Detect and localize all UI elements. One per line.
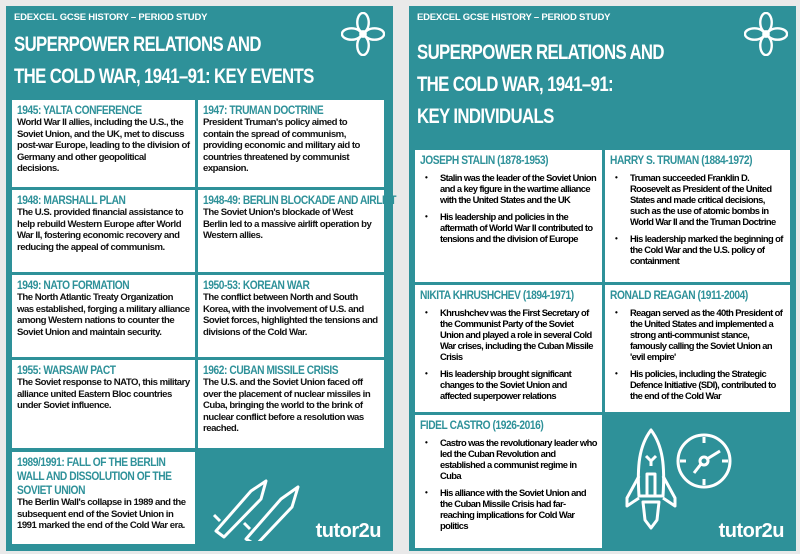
event-card	[198, 190, 397, 272]
event-card	[198, 360, 384, 448]
event-title: 1955: WARSAW PACT	[17, 363, 116, 377]
event-card	[12, 360, 195, 448]
flower-logo-icon	[341, 12, 385, 56]
person-card	[415, 150, 602, 282]
person-card	[605, 150, 790, 282]
event-title: 1989/1991: FALL OF THE BERLIN WALL AND DISSOLUTION OF THE SOVIET UNION	[17, 455, 172, 497]
bullet-point: • His leadership and policies in the aftermath of World War II contributed to tensions and the division of Europe	[420, 211, 597, 244]
bullet-point: • Stalin was the leader of the Soviet Union and a key figure in the wartime alliance with the United States and the UK	[420, 172, 597, 205]
event-card	[12, 452, 195, 544]
event-text: World War II allies, including the U.S., the Soviet Union, and the UK, met to discuss post-war Europe, leading to the division of Germany and other geopolitical decisions.	[17, 117, 190, 174]
bullet-point: • Khrushchev was the First Secretary of the Communist Party of the Soviet Union and played a role in several Cold War crises, including the Cuban Missile Crisis	[420, 307, 597, 362]
bullet-point: • His leadership marked the beginning of the Cold War and the U.S. policy of containment	[610, 233, 785, 266]
event-card	[12, 275, 195, 357]
bullet-point: • His alliance with the Soviet Union and the Cuban Missile Crisis had far-reaching implications for Cold War politics	[420, 487, 597, 531]
event-text: The U.S. and the Soviet Union faced off over the placement of nuclear missiles in Cuba, bringing the world to the brink of nuclear conflict before a resolution was reached.	[203, 377, 371, 434]
rocket-icon	[621, 426, 681, 536]
event-card	[198, 100, 384, 187]
tutor2u-logo: tutor2u	[718, 520, 784, 542]
key-individuals-sheet	[409, 6, 796, 551]
event-title: 1948: MARSHALL PLAN	[17, 193, 126, 207]
title-line-1: SUPERPOWER RELATIONS AND	[417, 41, 664, 64]
bullet-point: • His policies, including the Strategic Defence Initiative (SDI), contributed to the end of the Cold War	[610, 368, 785, 401]
person-title: NIKITA KHRUSHCHEV (1894-1971)	[420, 288, 574, 302]
flower-logo-icon	[744, 12, 788, 56]
tutor2u-logo: tutor2u	[315, 520, 381, 542]
event-text: President Truman's policy aimed to contain the spread of communism, providing economic and military aid to countries threatened by communist expansion.	[203, 117, 360, 174]
event-text: The Soviet response to NATO, this military alliance united Eastern Bloc countries under Soviet influence.	[17, 377, 190, 411]
key-events-sheet	[6, 6, 397, 551]
event-card	[12, 100, 195, 187]
person-card	[415, 285, 602, 412]
bullet-point: • Reagan served as the 40th President of the United States and implemented a strong anti-communist stance, famously calling the Soviet Union an 'evil empire'	[610, 307, 785, 362]
title-line-3: KEY INDIVIDUALS	[417, 105, 554, 128]
event-text: The Soviet Union's blockade of West Berlin led to a massive airlift operation by Western allies.	[203, 207, 372, 241]
title-line-2: THE COLD WAR, 1941–91:	[417, 73, 613, 96]
person-title: RONALD REAGAN (1911-2004)	[610, 288, 748, 302]
rockets-icon	[206, 461, 306, 541]
title-line-1: SUPERPOWER RELATIONS AND	[14, 33, 261, 56]
bullet-point: • Castro was the revolutionary leader who led the Cuban Revolution and established a communist regime in Cuba	[420, 437, 597, 481]
title-line-2: THE COLD WAR, 1941–91: KEY EVENTS	[14, 65, 314, 88]
event-title: 1950-53: KOREAN WAR	[203, 278, 310, 292]
bullet-point: • His leadership brought significant changes to the Soviet Union and affected superpower relations	[420, 368, 597, 401]
event-card	[198, 275, 384, 357]
event-text: The conflict between North and South Korea, with the involvement of U.S. and Soviet forces, highlighted the tensions and divisions of the Cold War.	[203, 292, 378, 338]
event-title: 1948-49: BERLIN BLOCKADE AND AIRLIFT	[203, 193, 397, 207]
person-title: FIDEL CASTRO (1926-2016)	[420, 418, 544, 432]
event-card	[12, 190, 195, 272]
bullet-point: • Truman succeeded Franklin D. Roosevelt as President of the United States and made critical decisions, such as the use of atomic bombs in World War II and the Truman Doctrine	[610, 172, 785, 227]
event-text: The Berlin Wall's collapse in 1989 and the subsequent end of the Soviet Union in 1991 marked the end of the Cold War era.	[17, 497, 186, 531]
person-card	[415, 415, 602, 548]
clock-icon	[674, 431, 734, 491]
person-card	[605, 285, 790, 412]
eyebrow: EDEXCEL GCSE HISTORY – PERIOD STUDY	[14, 12, 208, 23]
event-title: 1962: CUBAN MISSILE CRISIS	[203, 363, 339, 377]
event-text: The U.S. provided financial assistance to help rebuild Western Europe after World War II, fostering economic recovery and reducing the appeal of communism.	[17, 207, 184, 253]
person-title: JOSEPH STALIN (1878-1953)	[420, 153, 549, 167]
event-title: 1949: NATO FORMATION	[17, 278, 130, 292]
event-title: 1947: TRUMAN DOCTRINE	[203, 103, 324, 117]
person-title: HARRY S. TRUMAN (1884-1972)	[610, 153, 753, 167]
eyebrow: EDEXCEL GCSE HISTORY – PERIOD STUDY	[417, 12, 611, 23]
event-title: 1945: YALTA CONFERENCE	[17, 103, 142, 117]
event-text: The North Atlantic Treaty Organization was established, forging a military alliance among Western nations to counter the Soviet Union and maintain security.	[17, 292, 190, 338]
